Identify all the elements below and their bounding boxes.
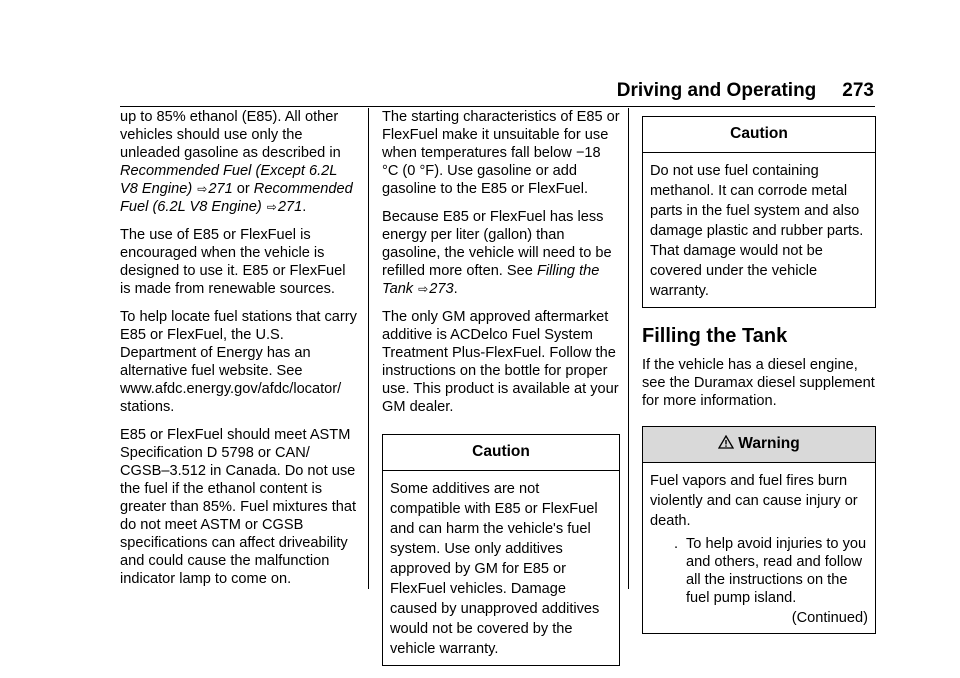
caution-text: Some additives are not compatible with E85 or FlexFuel and can harm the vehicle's fuel system. Use only additives approved by GM for E85 or FlexFuel vehicles. Damage caused by unapproved additives would not be covered by the vehicle warranty.: [390, 481, 600, 657]
caution-text: Do not use fuel containing methanol. It can corrode metal parts in the fuel system and also damage plastic and rubber parts. That damage would not be covered under the vehicle warranty.: [650, 163, 864, 299]
warning-text: Fuel vapors and fuel fires burn violently and can cause injury or death.: [650, 473, 858, 529]
header-rule: [120, 106, 875, 107]
paragraph: If the vehicle has a diesel engine, see the Duramax diesel supplement for more information.: [642, 357, 875, 409]
paragraph: The starting characteristics of E85 or FlexFuel make it unsuitable for use when temperatures fall below −18 °C (0 °F). Use gasoline or add gasoline to the E85 or FlexFuel.: [382, 109, 620, 197]
column-3: [642, 108, 876, 634]
column-divider-2: [628, 108, 629, 589]
caution-box: [642, 116, 876, 308]
bullet-text: To help avoid injuries to you and others, read and follow all the instructions on the fuel pump island.: [686, 536, 867, 606]
paragraph: Because E85 or FlexFuel has less energy per liter (gallon) than gasoline, the vehicle will need to be refilled more often. See Filling the Tank ⇨273.: [382, 209, 612, 297]
page-ref-arrow-icon: ⇨: [197, 182, 208, 196]
paragraph: To help locate fuel stations that carry E85 or FlexFuel, the U.S. Department of Energy has an alternative fuel website. See www.afdc.energy.gov/afdc/locator/ stations.: [120, 309, 357, 415]
cross-ref-link[interactable]: Recommended Fuel (Except 6.2L V8 Engine): [120, 163, 338, 197]
page-ref[interactable]: 271: [208, 181, 233, 197]
caution-box: [382, 434, 620, 666]
warning-box: [642, 426, 876, 634]
page-ref-arrow-icon: ⇨: [266, 200, 277, 214]
continued-label: (Continued): [791, 610, 868, 626]
column-2: [382, 108, 620, 666]
paragraph: The only GM approved aftermarket additive is ACDelco Fuel System Treatment Plus-FlexFuel. Follow the instructions on the bottle for proper use. This product is available at your GM dealer.: [382, 309, 619, 415]
column-1: [120, 108, 357, 598]
column-divider-1: [368, 108, 369, 589]
warning-title: Warning: [738, 435, 800, 452]
caution-title: Caution: [383, 435, 619, 471]
paragraph: up to 85% ethanol (E85). All other vehicles should use only the unleaded gasoline as described in Recommended Fuel (Except 6.2L V8 Engine) ⇨271 or Recommended Fuel (6.2L V8 Engine) ⇨271.: [120, 109, 353, 215]
paragraph: The use of E85 or FlexFuel is encouraged when the vehicle is designed to use it. E85 or FlexFuel is made from renewable sources.: [120, 227, 346, 297]
warning-triangle-icon: [718, 435, 734, 453]
cross-ref-link[interactable]: Recommended Fuel (6.2L V8 Engine): [120, 181, 353, 215]
caution-title: Caution: [643, 117, 875, 153]
cross-ref-link[interactable]: Filling the Tank: [382, 263, 600, 297]
list-item: [650, 535, 868, 607]
page-number: 273: [842, 80, 874, 101]
section-title: Driving and Operating: [616, 80, 817, 101]
bullet-mark: .: [673, 536, 678, 552]
warning-header: [643, 427, 875, 463]
page-ref[interactable]: 273: [429, 281, 454, 297]
page-ref[interactable]: 271: [277, 199, 303, 215]
section-heading: Filling the Tank: [642, 325, 788, 347]
page-header: [0, 80, 874, 102]
page-ref-arrow-icon: ⇨: [418, 282, 429, 296]
paragraph: E85 or FlexFuel should meet ASTM Specification D 5798 or CAN/ CGSB–3.512 in Canada. Do not use the fuel if the ethanol content is greater than 85%. Fuel mixtures that do not meet ASTM or CGSB specifications can affect driveability and could cause the malfunction indicator lamp to come on.: [120, 427, 357, 587]
